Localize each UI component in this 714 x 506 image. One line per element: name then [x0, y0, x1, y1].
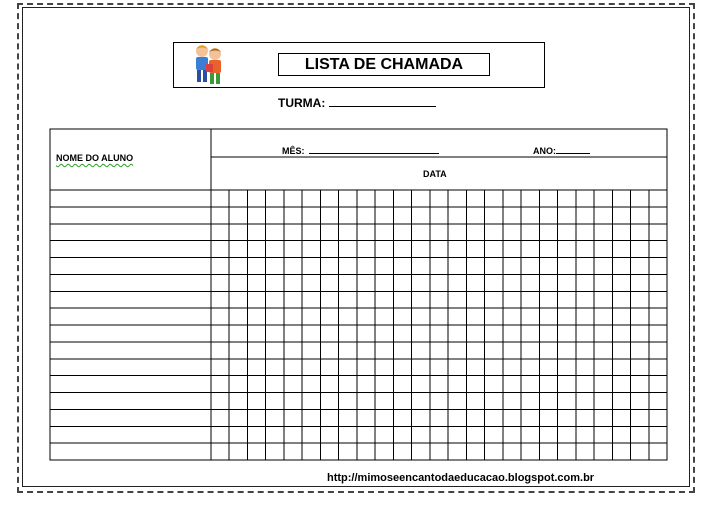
page-title: LISTA DE CHAMADA [278, 53, 490, 76]
ano-field [533, 144, 590, 156]
mes-label: MÊS: [282, 146, 305, 156]
nome-do-aluno-header: NOME DO ALUNO [56, 153, 134, 163]
table-border [50, 129, 667, 460]
footer-url: http://mimoseencantodaeducacao.blogspot.com.br [327, 472, 595, 484]
mes-field [282, 144, 439, 156]
children-clipart-icon [190, 43, 226, 87]
turma-field [278, 95, 436, 110]
attendance-table [49, 128, 668, 461]
turma-blank[interactable] [329, 95, 436, 107]
ano-label: ANO: [533, 146, 556, 156]
ano-blank[interactable] [556, 144, 590, 154]
data-header: DATA [423, 169, 447, 179]
turma-label: TURMA: [278, 96, 326, 110]
mes-blank[interactable] [309, 144, 439, 154]
